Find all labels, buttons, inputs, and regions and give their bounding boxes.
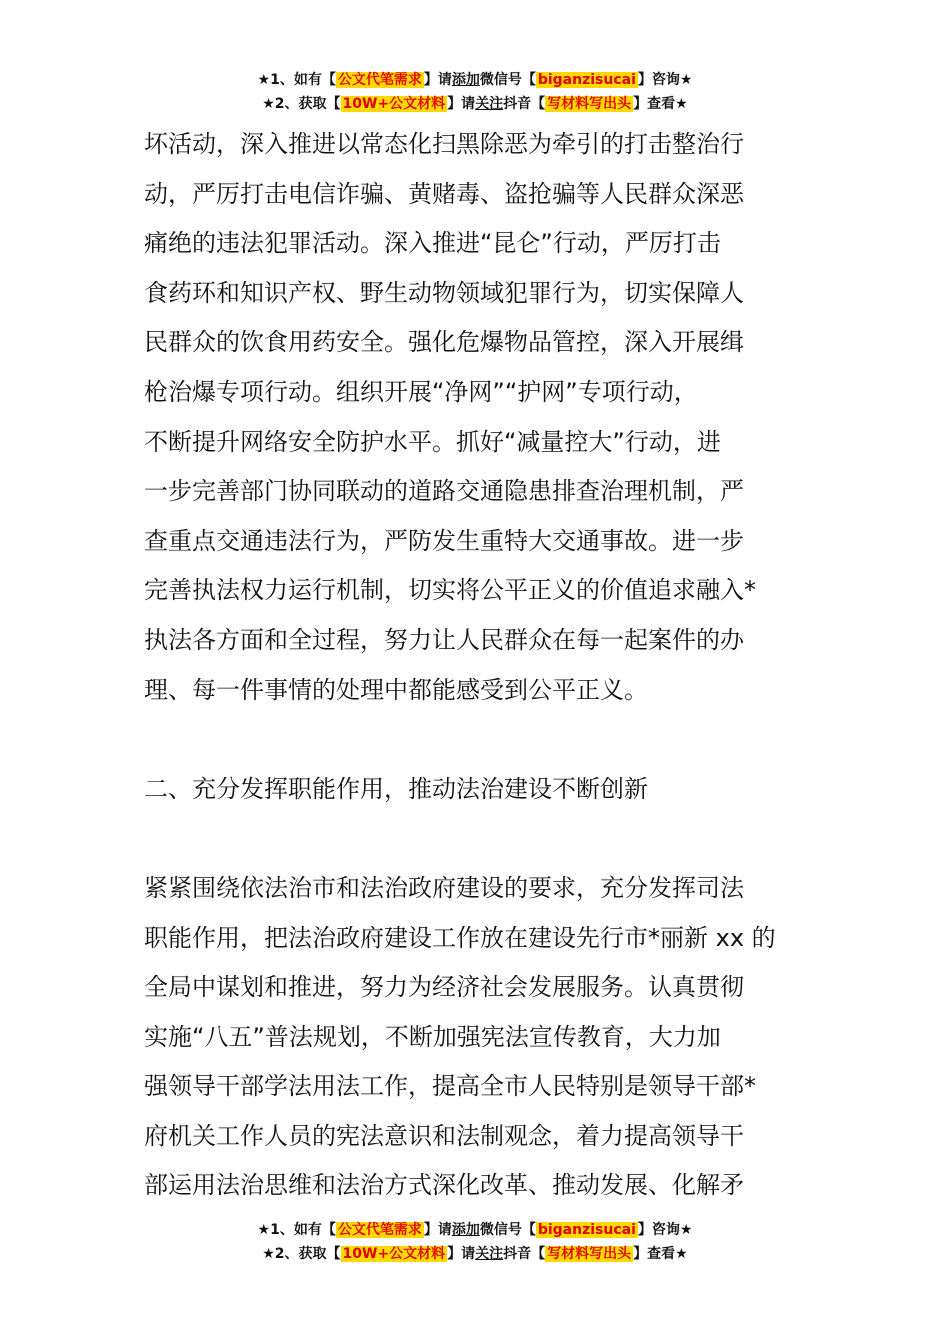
body-line: 痛绝的违法犯罪活动。深入推进“昆仑”行动，严厉打击 <box>144 229 721 258</box>
banner-line-1: ★1、如有【 公文代笔需求 】请添加微信号【 biganzisucai 】咨询★ <box>257 72 693 88</box>
highlight-douyin: 写材料写出头 <box>547 1246 632 1262</box>
body-line: 实施“八五”普法规划，不断加强宪法宣传教育，大力加 <box>144 1022 721 1051</box>
highlight-materials: 10W+公文材料 <box>342 96 446 112</box>
highlight-service: 公文代笔需求 <box>337 1222 422 1238</box>
body-line: 一步完善部门协同联动的道路交通隐患排查治理机制，严 <box>144 477 744 506</box>
body-line: 全局中谋划和推进，努力为经济社会发展服务。认真贯彻 <box>144 973 744 1002</box>
document-body <box>144 120 814 1211</box>
highlight-douyin: 写材料写出头 <box>547 96 632 112</box>
body-line: 紧紧围绕依法治市和法治政府建设的要求，充分发挥司法 <box>144 873 744 902</box>
body-line: 理、每一件事情的处理中都能感受到公平正义。 <box>144 675 648 704</box>
highlight-materials: 10W+公文材料 <box>342 1246 446 1262</box>
body-line: 食药环和知识产权、野生动物领域犯罪行为，切实保障人 <box>144 278 744 307</box>
body-line: 查重点交通违法行为，严防发生重特大交通事故。进一步 <box>144 526 744 555</box>
body-line: 不断提升网络安全防护水平。抓好“减量控大”行动，进 <box>144 427 721 456</box>
body-line: 坏活动，深入推进以常态化扫黑除恶为牵引的打击整治行 <box>144 130 744 158</box>
highlight-service: 公文代笔需求 <box>337 72 422 88</box>
body-line: 枪治爆专项行动。组织开展“净网”“护网”专项行动， <box>144 377 698 406</box>
body-line: 部运用法治思维和法治方式深化改革、推动发展、化解矛 <box>144 1171 744 1200</box>
section-heading: 二、充分发挥职能作用，推动法治建设不断创新 <box>144 774 648 803</box>
banner-line-2: ★2、获取【 10W+公文材料 】请关注抖音【 写材料写出头 】查看★ <box>262 1246 688 1262</box>
highlight-wechat-id: biganzisucai <box>537 72 636 88</box>
body-line: 职能作用，把法治政府建设工作放在建设先行市*丽新 xx 的 <box>144 923 776 952</box>
bottom-banner <box>0 1218 950 1266</box>
body-line: 动，严厉打击电信诈骗、黄赌毒、盗抢骗等人民群众深恶 <box>144 179 744 208</box>
paragraph-gap <box>144 715 814 765</box>
body-line: 执法各方面和全过程，努力让人民群众在每一起案件的办 <box>144 625 744 654</box>
body-line: 民群众的饮食用药安全。强化危爆物品管控，深入开展缉 <box>144 328 744 357</box>
highlight-wechat-id: biganzisucai <box>537 1222 636 1238</box>
banner-line-2: ★2、获取【 10W+公文材料 】请关注抖音【 写材料写出头 】查看★ <box>262 96 688 112</box>
body-line: 府机关工作人员的宪法意识和法制观念，着力提高领导干 <box>144 1121 744 1150</box>
banner-line-1: ★1、如有【 公文代笔需求 】请添加微信号【 biganzisucai 】咨询★ <box>257 1222 693 1238</box>
top-banner <box>0 68 950 116</box>
body-line: 完善执法权力运行机制，切实将公平正义的价值追求融入* <box>144 576 756 605</box>
paragraph-gap <box>144 814 814 864</box>
body-line: 强领导干部学法用法工作，提高全市人民特别是领导干部* <box>144 1072 756 1101</box>
